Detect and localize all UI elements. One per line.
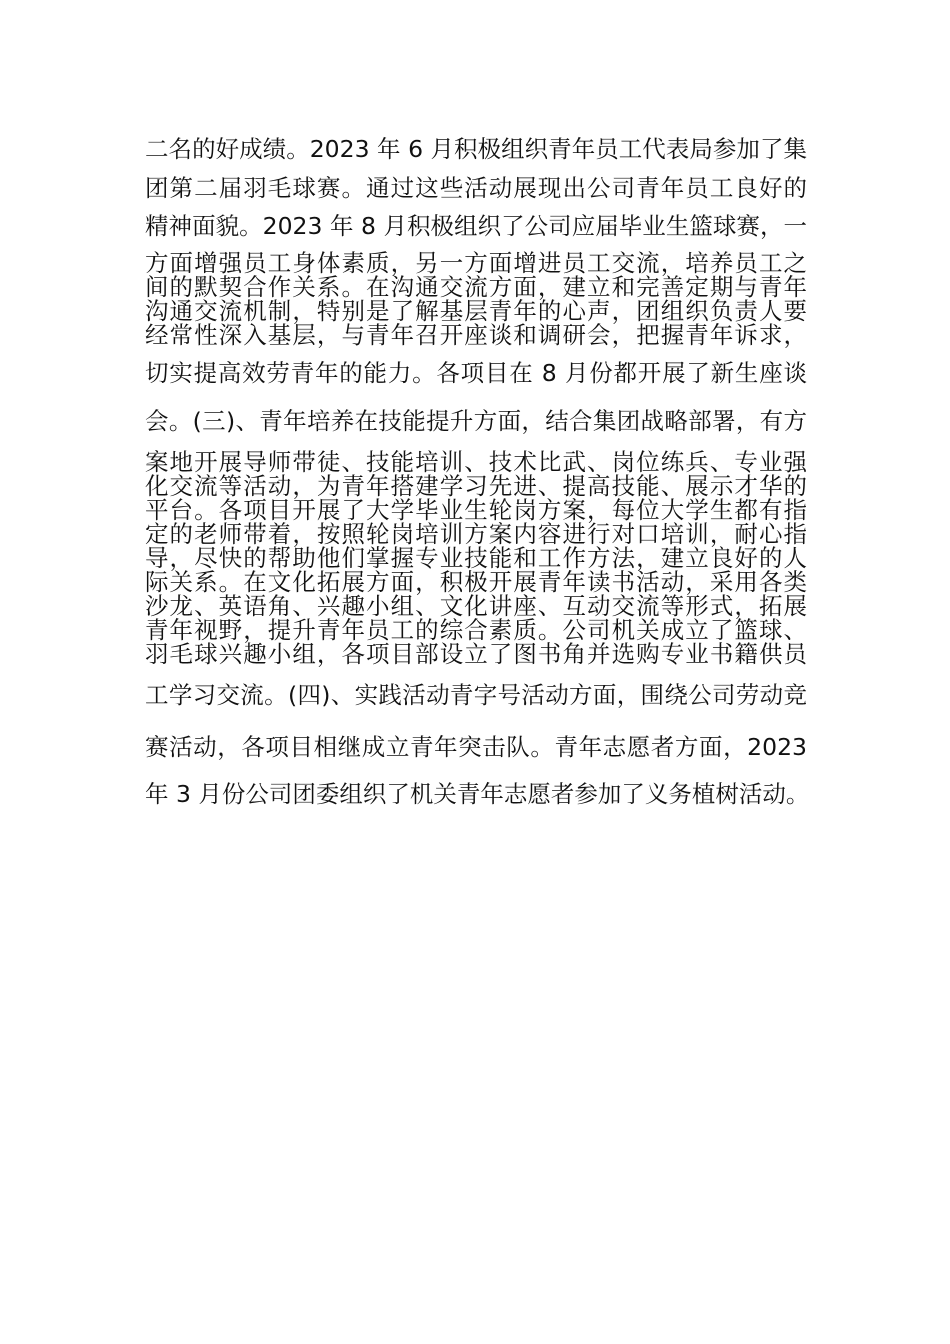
text-line: 化交流等活动，为青年搭建学习先进、提高技能、展示才华的 xyxy=(145,472,807,500)
text-line: 赛活动，各项目相继成立青年突击队。青年志愿者方面，2023 xyxy=(145,733,807,761)
text-line: 二名的好成绩。2023 年 6 月积极组织青年员工代表局参加了集 xyxy=(145,135,807,163)
text-line: 团第二届羽毛球赛。通过这些活动展现出公司青年员工良好的 xyxy=(145,174,807,202)
text-line: 工学习交流。(四)、实践活动青字号活动方面，围绕公司劳动竞 xyxy=(145,681,807,709)
text-line: 经常性深入基层，与青年召开座谈和调研会，把握青年诉求， xyxy=(145,321,807,349)
text-line: 案地开展导师带徒、技能培训、技术比武、岗位练兵、专业强 xyxy=(145,448,807,476)
text-line: 年 3 月份公司团委组织了机关青年志愿者参加了义务植树活动。 xyxy=(145,780,810,808)
text-line: 沙龙、英语角、兴趣小组、文化讲座、互动交流等形式，拓展 xyxy=(145,592,807,620)
text-line: 间的默契合作关系。在沟通交流方面，建立和完善定期与青年 xyxy=(145,273,807,301)
text-line: 精神面貌。2023 年 8 月积极组织了公司应届毕业生篮球赛，一 xyxy=(145,212,807,240)
text-line: 导，尽快的帮助他们掌握专业技能和工作方法，建立良好的人 xyxy=(145,544,807,572)
text-line: 羽毛球兴趣小组，各项目部设立了图书角并选购专业书籍供员 xyxy=(145,640,807,668)
text-line: 会。(三)、青年培养在技能提升方面，结合集团战略部署，有方 xyxy=(145,407,807,435)
text-line: 平台。各项目开展了大学毕业生轮岗方案，每位大学生都有指 xyxy=(145,496,807,524)
text-line: 切实提高效劳青年的能力。各项目在 8 月份都开展了新生座谈 xyxy=(145,359,807,387)
text-line: 方面增强员工身体素质，另一方面增进员工交流，培养员工之 xyxy=(145,249,807,277)
text-line: 青年视野，提升青年员工的综合素质。公司机关成立了篮球、 xyxy=(145,616,807,644)
text-line: 沟通交流机制，特别是了解基层青年的心声，团组织负责人要 xyxy=(145,297,807,325)
text-line: 际关系。在文化拓展方面，积极开展青年读书活动，采用各类 xyxy=(145,568,807,596)
text-line: 定的老师带着，按照轮岗培训方案内容进行对口培训，耐心指 xyxy=(145,520,807,548)
